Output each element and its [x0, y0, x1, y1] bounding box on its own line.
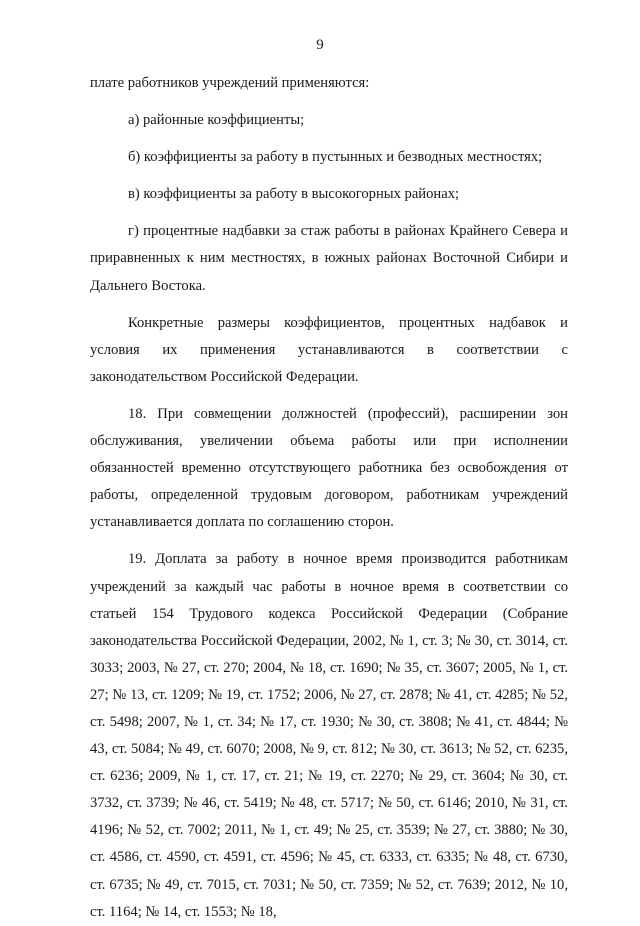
paragraph-18: 18. При совмещении должностей (профессий), расширении зон обслуживания, увеличении объема работы или при исполнении обязанностей временно отсутствующего работника без освобождения от работы, определенной трудовым договором, работникам учреждений устанавливается доплата по соглашению сторон.: [90, 405, 568, 531]
list-item-b: б) коэффициенты за работу в пустынных и безводных местностях;: [128, 149, 543, 166]
paragraph-intro: плате работников учреждений применяются:: [90, 75, 370, 91]
list-item-a: а) районные коэффициенты;: [128, 112, 305, 129]
page-number: 9: [316, 37, 324, 53]
paragraph-19: 19. Доплата за работу в ночное время производится работникам учреждений за каждый час работы в ночное время в соответствии со статьей 154 Трудового кодекса Российской Федерации (Собрание законодательства Российской Федерации, 2002, № 1, ст. 3; № 30, ст. 3014, ст. 3033; 2003, № 27, ст. 270; 2004, № 18, ст. 1690; № 35, ст. 3607; 2005, № 1, ст. 27; № 13, ст. 1209; № 19, ст. 1752; 2006, № 27, ст. 2878; № 41, ст. 4285; № 52, ст. 5498; 2007, № 1, ст. 34; № 17, ст. 1930; № 30, ст. 3808; № 41, ст. 4844; № 43, ст. 5084; № 49, ст. 6070; 2008, № 9, ст. 812; № 30, ст. 3613; № 52, ст. 6235, ст. 6236; 2009, № 1, ст. 17, ст. 21; № 19, ст. 2270; № 29, ст. 3604; № 30, ст. 3732, ст. 3739; № 46, ст. 5419; № 48, ст. 5717; № 50, ст. 6146; 2010, № 31, ст. 4196; № 52, ст. 7002; 2011, № 1, ст. 49; № 25, ст. 3539; № 27, ст. 3880; № 30, ст. 4586, ст. 4590, ст. 4591, ст. 4596; № 45, ст. 6333, ст. 6335; № 48, ст. 6730, ст. 6735; № 49, ст. 7015, ст. 7031; № 50, ст. 7359; № 52, ст. 7639; 2012, № 10, ст. 1164; № 14, ст. 1553; № 18,: [90, 551, 568, 920]
document-body: [90, 70, 568, 926]
list-item-v: в) коэффициенты за работу в высокогорных районах;: [128, 186, 460, 203]
paragraph-specific-sizes: Конкретные размеры коэффициентов, процентных надбавок и условия их применения устанавливаются в соответствии с законодательством Российской Федерации.: [90, 314, 568, 385]
list-item-g: г) процентные надбавки за стаж работы в районах Крайнего Севера и приравненных к ним местностях, в южных районах Восточной Сибири и Дальнего Востока.: [90, 223, 568, 294]
